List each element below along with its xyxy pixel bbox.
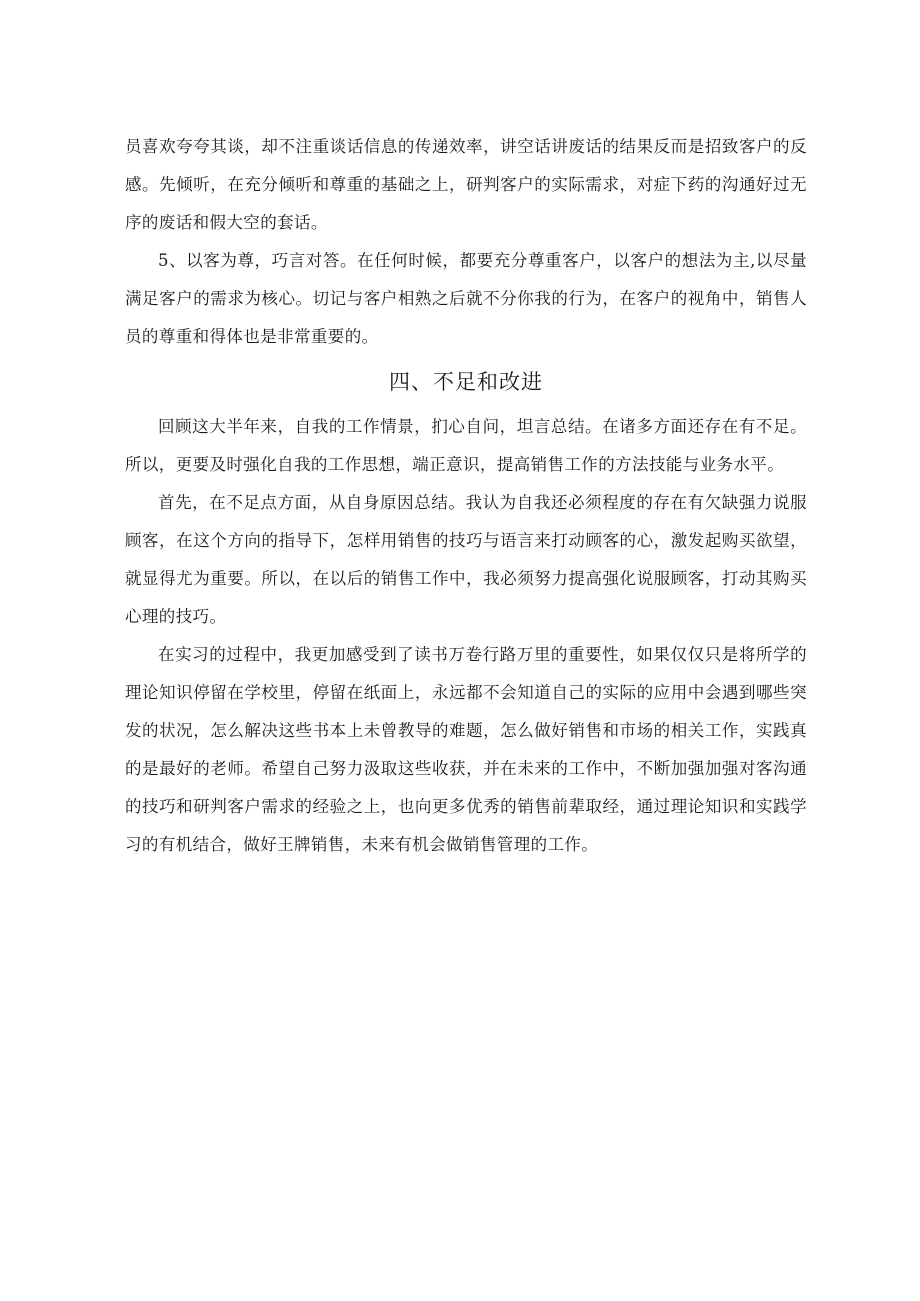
paragraph-review: 回顾这大半年来，自我的工作情景，扪心自问，坦言总结。在诸多方面还存在有不足。所以，更要及时强化自我的工作思想，端正意识，提高销售工作的方法技能与业务水平。 xyxy=(125,417,807,474)
paragraph-shortcomings: 首先，在不足点方面，从自身原因总结。我认为自我还必须程度的存在有欠缺强力说服顾客，在这个方向的指导下，怎样用销售的技巧与语言来打动顾客的心，激发起购买欲望，就显得尤为重要。所以，在以后的销售工作中，我必须努力提高强化说服顾客，打动其购买心理的技巧。 xyxy=(125,493,807,626)
section-heading: 四、不足和改进 xyxy=(389,370,543,394)
paragraph-continuation: 员喜欢夸夸其谈，却不注重谈话信息的传递效率，讲空话讲废话的结果反而是招致客户的反感。先倾听，在充分倾听和尊重的基础之上，研判客户的实际需求，对症下药的沟通好过无序的废话和假大空的套话。 xyxy=(125,137,807,232)
paragraph-internship: 在实习的过程中，我更加感受到了读书万卷行路万里的重要性，如果仅仅只是将所学的理论知识停留在学校里，停留在纸面上，永远都不会知道自己的实际的应用中会遇到哪些突发的状况，怎么解决这些书本上未曾教导的难题，怎么做好销售和市场的相关工作，实践真的是最好的老师。希望自己努力汲取这些收获，并在未来的工作中，不断加强加强对客沟通的技巧和研判客户需求的经验之上，也向更多优秀的销售前辈取经，通过理论知识和实践学习的有机结合，做好王牌销售，未来有机会做销售管理的工作。 xyxy=(125,645,807,854)
paragraph-point-5: 5、以客为尊，巧言对答。在任何时候，都要充分尊重客户，以客户的想法为主,以尽量满足客户的需求为核心。切记与客户相熟之后就不分你我的行为，在客户的视角中，销售人员的尊重和得体也是非常重要的。 xyxy=(125,251,807,346)
document-page xyxy=(125,128,807,864)
